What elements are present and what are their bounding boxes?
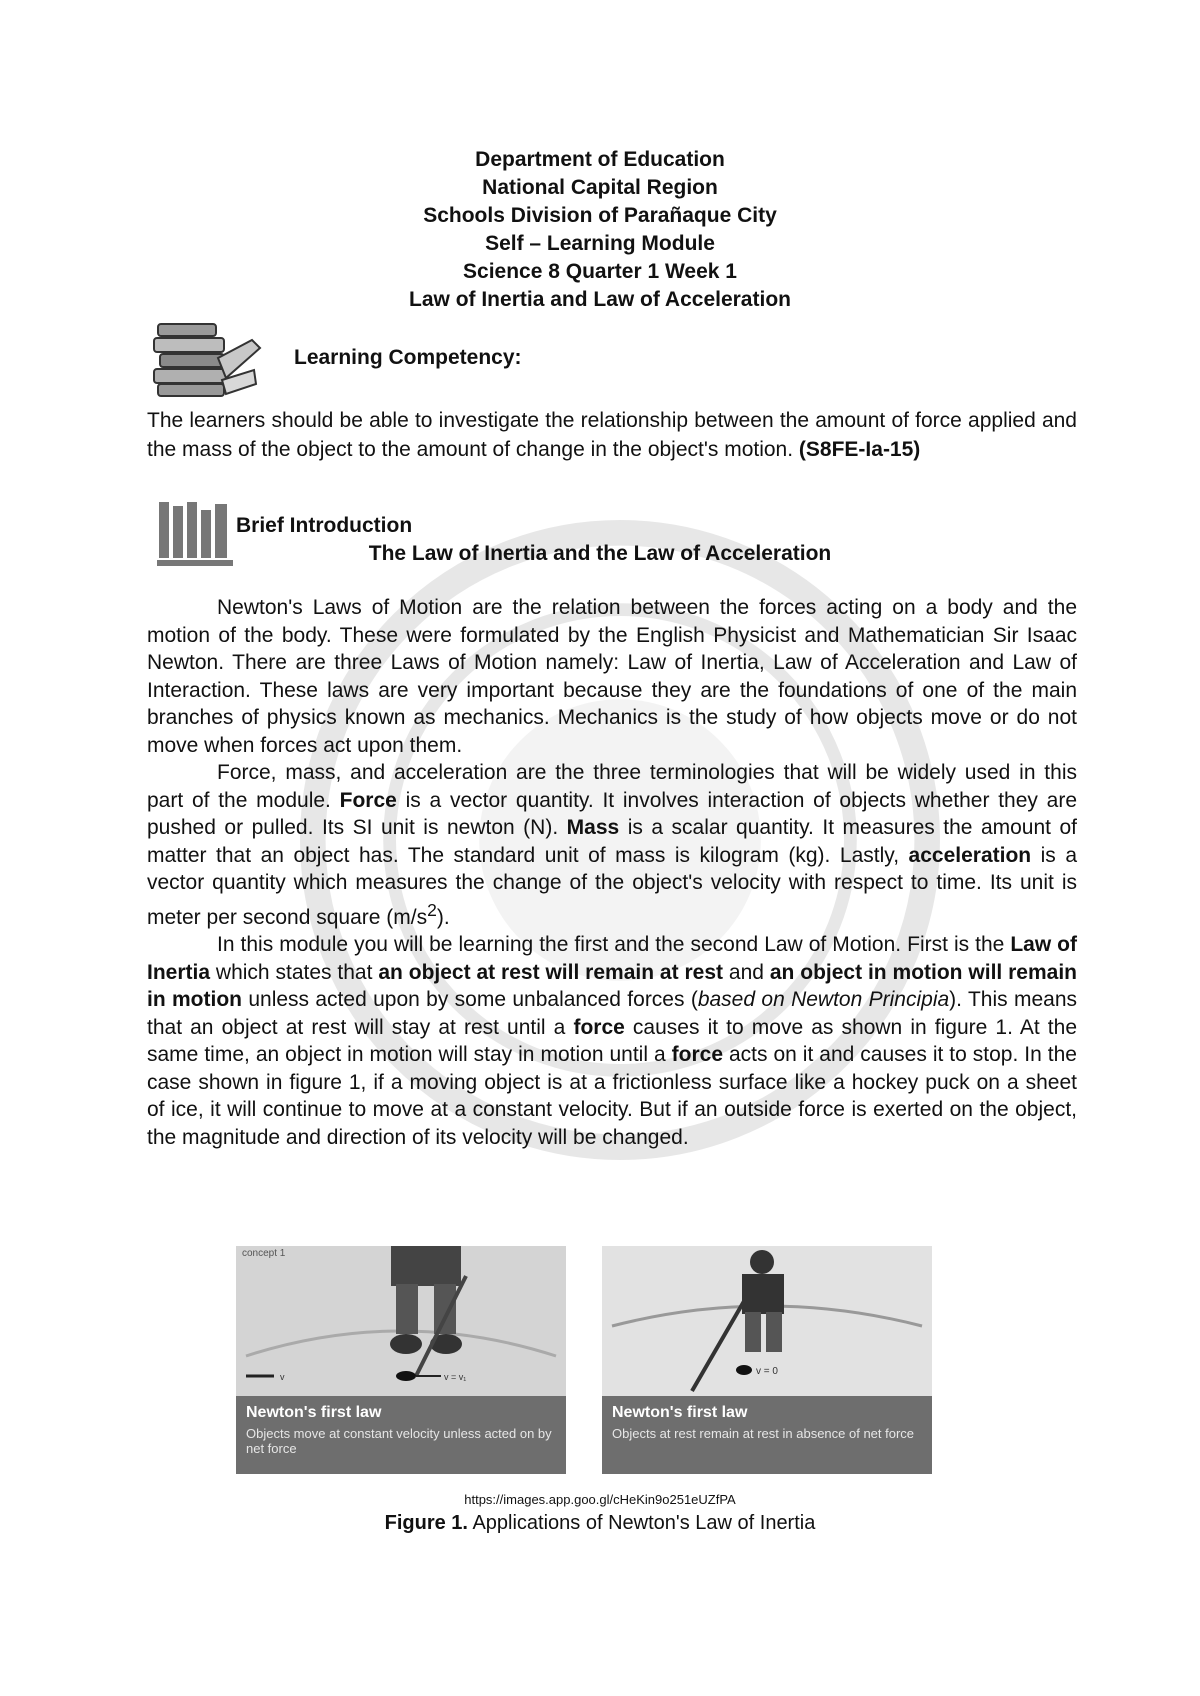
p2-text: is a vector quantity. It involves interaction of objects whether they are pushed or pulled. Its SI unit is newton (N). xyxy=(147,788,1077,839)
hockey-player-illustration xyxy=(602,1246,932,1396)
figure-source-url: https://images.app.goo.gl/cHeKin9o251eUZfPA xyxy=(464,1492,736,1507)
term-mass: Mass xyxy=(566,816,620,839)
learning-competency-text xyxy=(147,406,1077,464)
p3-text: causes it to move as shown in figure 1. At the same time, an object in motion will stay in motion until a xyxy=(147,1015,1077,1066)
brief-introduction-title: Brief Introduction xyxy=(236,514,413,537)
competency-body: The learners should be able to investigate the relationship between the amount of force applied and the mass of the object to the amount of change in the object's motion. xyxy=(147,409,1077,461)
p2-text: ). xyxy=(436,905,450,929)
p2-text: Force, mass, and acceleration are the three terminologies that will be widely used in this part of the module. xyxy=(147,761,1077,812)
figure-label: Figure 1. xyxy=(384,1512,468,1534)
figure-puck-at-rest xyxy=(602,1246,932,1474)
velocity-label: v xyxy=(280,1372,285,1382)
figure-caption-box xyxy=(602,1396,932,1474)
term-force: force xyxy=(671,1043,723,1066)
term-force: Force xyxy=(339,788,397,812)
competency-code: (S8FE-Ia-15) xyxy=(798,438,921,461)
brief-introduction-subtitle: The Law of Inertia and the Law of Acceleration xyxy=(368,542,832,565)
term-acceleration: acceleration xyxy=(908,843,1032,867)
superscript: 2 xyxy=(427,899,437,920)
figure-moving-puck xyxy=(236,1246,566,1474)
phrase-principia: based on Newton Principia xyxy=(697,988,950,1011)
figure-caption-text: Applications of Newton's Law of Inertia xyxy=(468,1512,816,1534)
figure-caption-box xyxy=(236,1396,566,1474)
books-icon xyxy=(152,318,262,400)
figure-caption-heading: Newton's first law xyxy=(612,1404,748,1421)
paragraph-1: Newton's Laws of Motion are the relation between the forces acting on a body and the motion of the body. These were formulated by the English Physicist and Mathematician Sir Isaac Newton. There are three Laws of Motion namely: Law of Inertia, Law of Acceleration and Law of Interaction. These laws are very important because they are the foundations of one of the main branches of physics known as mechanics. Mechanics is the study of how objects move or do not move when forces act upon them. xyxy=(147,596,1077,757)
header-region: National Capital Region xyxy=(482,176,718,199)
phrase-at-rest: an object at rest will remain at rest xyxy=(378,960,724,984)
learning-competency-title: Learning Competency: xyxy=(294,346,522,369)
hockey-player-legs-illustration xyxy=(236,1246,566,1396)
figure-caption-subtext: Objects at rest remain at rest in absence of net force xyxy=(612,1426,915,1441)
p3-text: ). This means that an object at rest will stay at rest until a xyxy=(147,988,1078,1039)
figure-caption xyxy=(0,1512,1200,1535)
p3-text: and xyxy=(723,960,770,984)
phrase-in-motion: an object in motion will remain in motion xyxy=(147,960,1077,1011)
term-force: force xyxy=(573,1015,625,1039)
figure-caption-subtext: Objects move at constant velocity unless acted on by net force xyxy=(246,1426,552,1456)
p3-text: which states that xyxy=(210,960,379,984)
figure-concept-label: concept 1 xyxy=(242,1248,286,1259)
paragraph-3 xyxy=(147,931,1077,1151)
header-quarter-week: Science 8 Quarter 1 Week 1 xyxy=(463,260,737,283)
header-division: Schools Division of Parañaque City xyxy=(423,204,777,227)
header-topic: Law of Inertia and Law of Acceleration xyxy=(409,288,791,311)
velocity-label: v = v₁ xyxy=(444,1372,467,1382)
velocity-label: v = 0 xyxy=(756,1366,778,1377)
header-department: Department of Education xyxy=(475,148,725,171)
p3-text: In this module you will be learning the first and the second Law of Motion. First is the xyxy=(217,933,1011,956)
paragraph-2 xyxy=(147,759,1077,931)
header-module-type: Self – Learning Module xyxy=(485,232,715,255)
p3-text: unless acted upon by some unbalanced forces ( xyxy=(242,988,698,1011)
p3-text: acts on it and causes it to stop. In the case shown in figure 1, if a moving object is at a frictionless surface like a hockey puck on a sheet of ice, it will continue to move at a constant velocity. But if an outside force is exerted on the object, the magnitude and direction of its velocity will be changed. xyxy=(147,1043,1077,1149)
p2-text: is a vector quantity which measures the change of the object's velocity with respect to time. Its unit is meter per second square (m/s xyxy=(147,843,1077,929)
introduction-body xyxy=(147,594,1077,1151)
p2-text: is a scalar quantity. It measures the amount of matter that an object has. The standard unit of mass is kilogram (kg). Lastly, xyxy=(147,816,1077,867)
term-law-of-inertia: Law of Inertia xyxy=(147,933,1077,984)
module-header xyxy=(0,146,1200,314)
figure-caption-heading: Newton's first law xyxy=(246,1404,382,1421)
